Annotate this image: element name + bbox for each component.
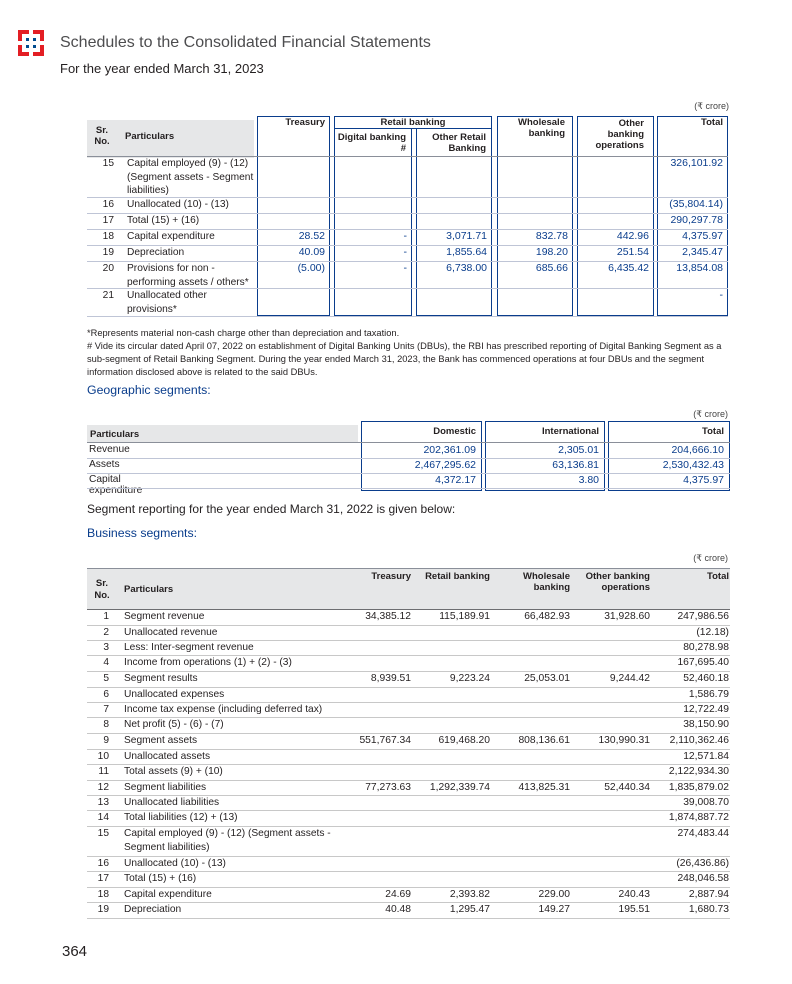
header-treasury: Treasury (285, 117, 325, 128)
row-particulars: Capital expenditure (127, 231, 215, 242)
row-value-total: 167,695.40 (677, 657, 729, 668)
row-sr: 16 (97, 858, 109, 869)
row-value-total: 12,571.84 (683, 751, 729, 762)
row-value-total: 2,110,362.46 (669, 735, 729, 746)
row-value-domestic: 4,372.17 (435, 474, 476, 486)
footnote-star: *Represents material non-cash charge other than depreciation and taxation. (87, 328, 400, 338)
row-sr: 12 (97, 782, 109, 793)
row-value-domestic: 2,467,295.62 (414, 459, 476, 471)
row-particulars: Unallocated assets (124, 751, 211, 762)
row-sr: 11 (98, 766, 109, 777)
row-label: Revenue (89, 444, 130, 455)
row-value-total: 274,483.44 (677, 828, 729, 839)
row-value-wholesale: 198.20 (535, 246, 568, 258)
row-sr: 18 (97, 889, 109, 900)
row-sr: 18 (102, 231, 114, 242)
row-value-retail: 1,292,339.74 (429, 782, 490, 793)
row-particulars: Depreciation (124, 904, 182, 915)
row-value-wholesale: 413,825.31 (518, 782, 570, 793)
row-value-international: 63,136.81 (552, 459, 599, 471)
row-value-total: 1,586.79 (688, 689, 729, 700)
header-treasury: Treasury (371, 571, 411, 582)
row-sr: 6 (103, 689, 109, 700)
header-other-banking: Other banking operations (595, 118, 644, 151)
row-particulars: Unallocated other provisions* (127, 290, 207, 315)
header-particulars: Particulars (90, 429, 140, 440)
business-segments-heading: Business segments: (87, 526, 198, 540)
row-value-wholesale: 229.00 (538, 889, 570, 900)
row-value-other: 251.54 (616, 246, 649, 258)
unit-label: (₹ crore) (694, 101, 729, 111)
row-sr: 3 (103, 642, 109, 653)
row-value-treasury: 24.69 (385, 889, 411, 900)
row-value-total: 204,666.10 (671, 444, 724, 456)
row-value-other_retail: 1,855.64 (446, 246, 487, 258)
footnote-hash: # Vide its circular dated April 07, 2022 on establishment of Digital Banking Units (DBUs), the RBI has prescribed reporting of Digital Banking Segment as a sub-segment of Retail Banking Segment. During the year ended March 31, 2023, the Bank has commenced operations at four DBUs and the segment information disclosed above is related to the said DBUs. (87, 341, 722, 378)
row-value-other: 31,928.60 (604, 611, 650, 622)
row-particulars: Income tax expense (including deferred tax) (124, 704, 323, 715)
row-particulars: Capital employed (9) - (12) (Segment assets - Segment liabilities) (127, 158, 254, 196)
row-value-retail: 9,223.24 (449, 673, 490, 684)
header-retail: Retail banking (425, 571, 490, 582)
header-other-retail: Other Retail Banking (432, 132, 486, 154)
page-subtitle: For the year ended March 31, 2023 (60, 61, 264, 76)
row-sr: 15 (97, 828, 109, 839)
row-value-total: 52,460.18 (683, 673, 729, 684)
row-value-total: (35,804.14) (669, 198, 723, 210)
row-sr: 13 (97, 797, 109, 808)
row-label: Capital expenditure (89, 474, 143, 496)
header-divider (87, 156, 728, 157)
row-value-international: 2,305.01 (558, 444, 599, 456)
row-particulars: Unallocated (10) - (13) (124, 858, 226, 869)
row-value-other_retail: 3,071.71 (446, 230, 487, 242)
row-value-total: 1,874,887.72 (668, 812, 729, 823)
row-sr: 15 (102, 158, 114, 169)
header-wholesale: Wholesale banking (523, 571, 570, 593)
row-value-total: 247,986.56 (677, 611, 729, 622)
row-sr: 4 (103, 657, 109, 668)
row-sr: 19 (97, 904, 109, 915)
row-sr: 21 (102, 290, 114, 301)
row-value-treasury: (5.00) (297, 262, 325, 274)
row-label: Assets (89, 459, 120, 470)
row-value-digital: - (403, 262, 407, 274)
header-particulars: Particulars (124, 584, 174, 595)
row-value-other: 52,440.34 (604, 782, 650, 793)
row-particulars: Capital expenditure (124, 889, 212, 900)
hdfc-logo-icon (18, 30, 44, 56)
row-particulars: Segment assets (124, 735, 198, 746)
row-particulars: Capital employed (9) - (12) (Segment assets - Segment liabilities) (124, 828, 331, 853)
header-other: Other banking operations (585, 571, 650, 593)
column-box (257, 116, 330, 316)
row-value-total: 1,835,879.02 (668, 782, 729, 793)
row-value-total: 326,101.92 (670, 157, 723, 169)
row-value-treasury: 8,939.51 (370, 673, 411, 684)
header-total: Total (702, 426, 724, 437)
row-value-wholesale: 25,053.01 (524, 673, 570, 684)
row-value-total: - (719, 289, 723, 301)
row-value-total: 2,887.94 (688, 889, 729, 900)
row-particulars: Unallocated liabilities (124, 797, 220, 808)
page-title: Schedules to the Consolidated Financial Statements (60, 34, 431, 51)
row-value-treasury: 40.48 (385, 904, 411, 915)
row-value-total: 13,854.08 (676, 262, 723, 274)
row-value-international: 3.80 (578, 474, 599, 486)
header-retail-banking: Retail banking (380, 117, 446, 128)
row-particulars: Income from operations (1) + (2) - (3) (124, 657, 292, 668)
row-value-total: 2,345.47 (682, 246, 723, 258)
row-value-wholesale: 66,482.93 (524, 611, 570, 622)
row-value-digital: - (403, 246, 407, 258)
row-value-treasury: 34,385.12 (365, 611, 411, 622)
row-value-domestic: 202,361.09 (423, 444, 476, 456)
header-no: No. (94, 590, 110, 601)
header-total: Total (707, 571, 729, 582)
row-value-other: 240.43 (618, 889, 650, 900)
row-particulars: Unallocated expenses (124, 689, 225, 700)
header-international: International (541, 426, 599, 437)
row-value-total: 2,122,934.30 (668, 766, 729, 777)
row-particulars: Less: Inter-segment revenue (124, 642, 254, 653)
row-value-retail: 1,295.47 (449, 904, 490, 915)
row-value-total: 4,375.97 (682, 230, 723, 242)
unit-label-biz: (₹ crore) (693, 553, 728, 563)
header-total: Total (701, 117, 723, 128)
header-particulars: Particulars (125, 131, 175, 142)
row-value-other_retail: 6,738.00 (446, 262, 487, 274)
row-divider (87, 488, 730, 489)
geographic-segments-heading: Geographic segments: (87, 383, 211, 397)
row-value-total: 80,278.98 (683, 642, 729, 653)
row-value-retail: 2,393.82 (449, 889, 490, 900)
header-top-rule (87, 568, 730, 569)
row-particulars: Total (15) + (16) (127, 215, 200, 226)
header-digital: Digital banking # (337, 132, 406, 154)
row-value-total: 2,530,432.43 (662, 459, 724, 471)
row-sr: 2 (103, 627, 109, 638)
row-value-total: (12.18) (696, 627, 729, 638)
header-divider (87, 442, 730, 443)
row-particulars: Net profit (5) - (6) - (7) (124, 719, 224, 730)
row-particulars: Total liabilities (12) + (13) (124, 812, 238, 823)
row-value-other: 9,244.42 (609, 673, 650, 684)
row-value-total: (26,436.86) (676, 858, 729, 869)
row-particulars: Unallocated revenue (124, 627, 218, 638)
header-domestic: Domestic (433, 426, 476, 437)
row-value-total: 248,046.58 (677, 873, 729, 884)
row-value-total: 4,375.97 (683, 474, 724, 486)
row-particulars: Total assets (9) + (10) (124, 766, 223, 777)
row-value-other: 195.51 (618, 904, 650, 915)
row-value-total: 12,722.49 (683, 704, 729, 715)
row-value-total: 290,297.78 (670, 214, 723, 226)
row-sr: 14 (97, 812, 109, 823)
row-value-other: 6,435.42 (608, 262, 649, 274)
row-sr: 17 (97, 873, 109, 884)
row-value-wholesale: 832.78 (535, 230, 568, 242)
row-value-total: 1,680.73 (688, 904, 729, 915)
row-value-retail: 115,189.91 (439, 611, 490, 622)
row-sr: 8 (103, 719, 109, 730)
row-value-treasury: 77,273.63 (365, 782, 411, 793)
row-divider (87, 316, 728, 317)
row-value-digital: - (403, 230, 407, 242)
header-wholesale: Wholesale banking (518, 117, 565, 139)
row-sr: 1 (103, 611, 109, 622)
unit-label-geo: (₹ crore) (693, 409, 728, 419)
row-sr: 10 (97, 751, 109, 762)
row-particulars: Segment results (124, 673, 198, 684)
row-sr: 7 (103, 704, 109, 715)
row-divider (87, 918, 730, 919)
row-sr: 20 (102, 263, 114, 274)
row-value-wholesale: 685.66 (535, 262, 568, 274)
row-value-wholesale: 808,136.61 (518, 735, 570, 746)
header-no: No. (94, 136, 110, 147)
row-particulars: Total (15) + (16) (124, 873, 197, 884)
row-value-total: 39,008.70 (683, 797, 729, 808)
column-box (497, 116, 573, 316)
row-value-wholesale: 149.27 (538, 904, 570, 915)
row-value-treasury: 551,767.34 (359, 735, 411, 746)
header-sr: Sr. (95, 578, 109, 589)
row-sr: 5 (103, 673, 109, 684)
row-sr: 17 (102, 215, 114, 226)
row-particulars: Provisions for non - performing assets / others* (127, 263, 249, 288)
row-particulars: Depreciation (127, 247, 185, 258)
page-number: 364 (62, 943, 88, 960)
row-sr: 9 (103, 735, 109, 746)
fy22-intro-text: Segment reporting for the year ended March 31, 2022 is given below: (87, 502, 456, 516)
row-value-total: 38,150.90 (683, 719, 729, 730)
row-particulars: Segment liabilities (124, 782, 207, 793)
row-value-other: 442.96 (616, 230, 649, 242)
header-sr: Sr. (95, 125, 109, 136)
row-value-retail: 619,468.20 (438, 735, 490, 746)
row-value-treasury: 40.09 (298, 246, 325, 258)
row-particulars: Unallocated (10) - (13) (127, 199, 229, 210)
row-value-other: 130,990.31 (598, 735, 650, 746)
row-particulars: Segment revenue (124, 611, 205, 622)
row-sr: 19 (102, 247, 114, 258)
row-sr: 16 (102, 199, 114, 210)
row-value-treasury: 28.52 (298, 230, 325, 242)
